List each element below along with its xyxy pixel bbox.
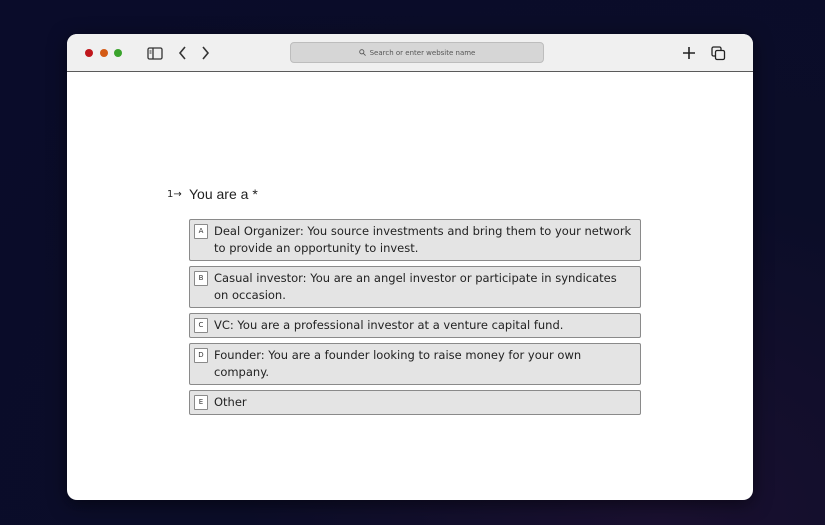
option-vc[interactable] bbox=[189, 313, 641, 338]
question-text: You are a * bbox=[189, 186, 258, 202]
option-key: D bbox=[194, 348, 208, 363]
page-content bbox=[67, 72, 753, 500]
option-label: VC: You are a professional investor at a venture capital fund. bbox=[214, 318, 564, 332]
option-key: B bbox=[194, 271, 208, 286]
maximize-window-button[interactable] bbox=[114, 49, 122, 57]
search-icon bbox=[359, 49, 366, 56]
option-other[interactable] bbox=[189, 390, 641, 415]
option-founder[interactable] bbox=[189, 343, 641, 385]
option-label: Deal Organizer: You source investments and bring them to your network to provide an opportunity to invest. bbox=[214, 224, 632, 255]
new-tab-button[interactable] bbox=[679, 43, 699, 63]
browser-toolbar bbox=[67, 34, 753, 72]
forward-icon bbox=[200, 46, 210, 60]
back-icon bbox=[178, 46, 188, 60]
new-tab-icon bbox=[682, 46, 696, 60]
sidebar-toggle-button[interactable] bbox=[145, 43, 165, 63]
question-number: 1→ bbox=[167, 188, 182, 200]
option-key: E bbox=[194, 395, 208, 410]
option-label: Founder: You are a founder looking to raise money for your own company. bbox=[214, 348, 582, 379]
sidebar-icon bbox=[147, 47, 163, 60]
option-deal-organizer[interactable] bbox=[189, 219, 641, 261]
address-bar-placeholder: Search or enter website name bbox=[369, 48, 476, 57]
tab-overview-button[interactable] bbox=[708, 43, 728, 63]
option-key: A bbox=[194, 224, 208, 239]
option-label: Other bbox=[214, 395, 247, 409]
tab-overview-icon bbox=[711, 46, 726, 61]
browser-window bbox=[67, 34, 753, 500]
back-button[interactable] bbox=[173, 43, 193, 63]
forward-button[interactable] bbox=[195, 43, 215, 63]
question-header bbox=[167, 186, 258, 202]
option-key: C bbox=[194, 318, 208, 333]
address-bar[interactable] bbox=[290, 42, 544, 63]
option-casual-investor[interactable] bbox=[189, 266, 641, 308]
close-window-button[interactable] bbox=[85, 49, 93, 57]
option-label: Casual investor: You are an angel investor or participate in syndicates on occasion. bbox=[214, 271, 617, 302]
answer-options bbox=[189, 219, 641, 420]
minimize-window-button[interactable] bbox=[100, 49, 108, 57]
